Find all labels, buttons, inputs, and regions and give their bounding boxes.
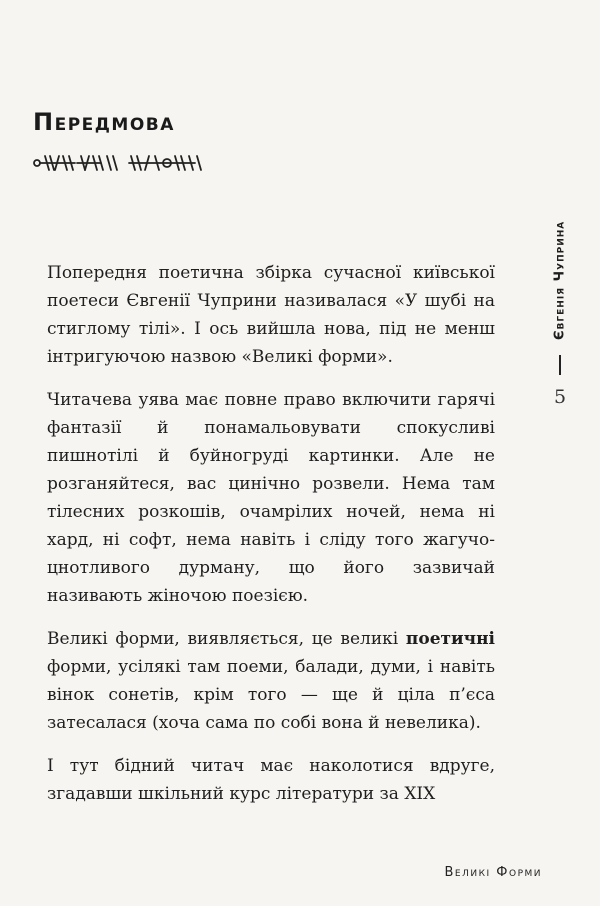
paragraph-text: Великі форми, виявляється, це великі: [47, 629, 406, 649]
paragraph-bold-text: поетичні: [405, 629, 495, 649]
page-heading: Передмова: [33, 108, 175, 136]
body-text: [47, 259, 495, 808]
paragraph-text: форми, усілякі там поеми, балади, думи, і навіть вінок сонетів, крім того — ще й ціла п’єса затесалася (хоча сама по собі вона й невелика).: [47, 657, 495, 733]
page-number: 5: [553, 386, 567, 408]
paragraph: Читачева уява має повне право включити гарячі фантазії й понамальовувати спокусливі пишнотілі й буйногруді картинки. Але не розганяйтеся, вас цинічно розвели. Нема там тілесних розкошів, очамрілих ночей, нема ні хард, ні софт, нема навіть і сліду того жагучо-цнотливого дурману, що його зазвичай називають жіночою поезією.: [47, 390, 495, 606]
side-divider: [559, 355, 561, 375]
paragraph: Попередня поетична збірка сучасної київської поетеси Євгенії Чуприни називалася «У шубі на стиглому тілі». І ось вийшла нова, під не менш інтригуючою назвою «Великі форми».: [47, 263, 495, 367]
paragraph: [47, 625, 495, 737]
paragraph: І тут бідний читач має наколотися вдруге, згадавши шкільний курс літератури за XIX: [47, 756, 495, 804]
side-author-label: Євгенія Чуприна: [552, 220, 568, 340]
runic-divider-icon: [33, 150, 209, 176]
running-footer: Великі Форми: [444, 865, 542, 880]
